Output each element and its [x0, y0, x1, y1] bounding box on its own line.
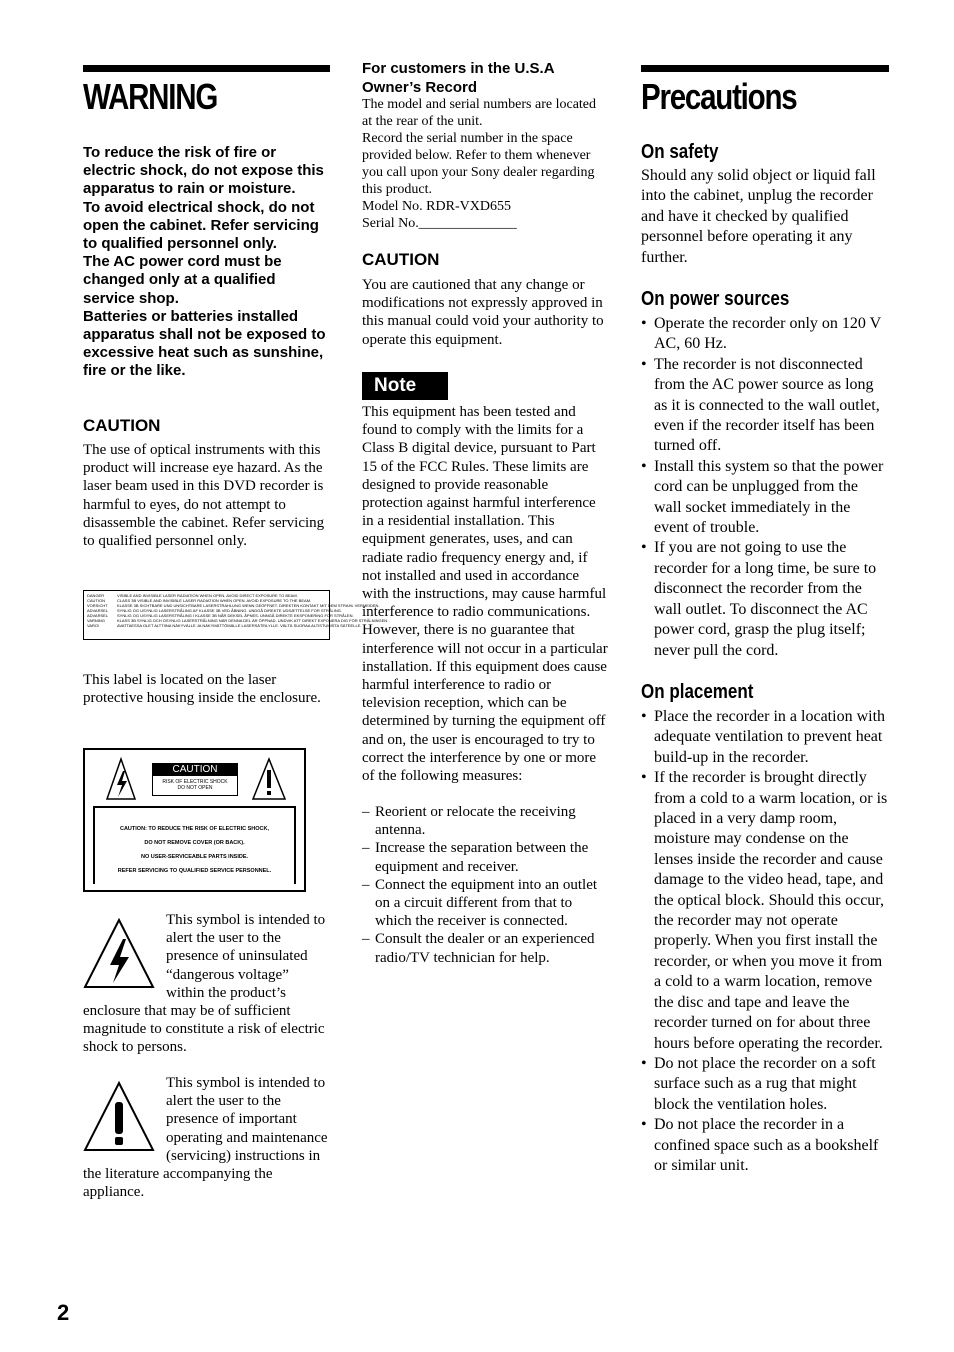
placement-list — [641, 707, 889, 1176]
electric-shock-caution-box — [83, 748, 306, 892]
heading-rule — [641, 65, 889, 72]
usa-heading: For customers in the U.S.A — [362, 60, 555, 77]
record-text-1: The model and serial numbers are located at the rear of the unit. — [362, 97, 597, 129]
serial-number: Serial No.______________ — [362, 216, 517, 231]
caution-heading: CAUTION — [83, 416, 161, 435]
caution-box-line: DO NOT REMOVE COVER (OR BACK). — [144, 840, 245, 846]
laser-label-row: CAUTION CLASS 3B VISIBLE AND INVISIBLE LASER RADIATION WHEN OPEN. AVOID EXPOSURE TO THE BEAM. — [87, 598, 312, 603]
list-item: • Do not place the recorder on a soft surface such as a rug that might block the ventilation holes. — [641, 1054, 889, 1115]
list-item: – Consult the dealer or an experienced radio/TV technician for help. — [362, 930, 608, 966]
fcc-caution-heading: CAUTION — [362, 250, 440, 269]
list-item: • Do not place the recorder in a confined space such as a bookshelf or similar unit. — [641, 1115, 889, 1176]
exclamation-symbol-text: This symbol is intended to alert the user to the presence of important operating and maintenance (servicing) instructions in the literature accompanying the appliance. — [83, 1075, 328, 1201]
lightning-symbol-explanation — [83, 911, 330, 1057]
precautions-heading: Precautions — [641, 76, 797, 117]
list-item: • Operate the recorder only on 120 V AC, 60 Hz. — [641, 314, 889, 355]
warning-heading: WARNING — [83, 76, 218, 117]
exclamation-triangle-icon — [83, 1080, 155, 1152]
heading-rule — [83, 65, 330, 72]
exclamation-symbol-explanation — [83, 1074, 330, 1201]
list-item: • If you are not going to use the recorder for a long time, be sure to disconnect the recorder from the wall outlet. To disconnect the AC power cord, grasp the plug itself; never pull the cord. — [641, 538, 889, 660]
list-item: • The recorder is not disconnected from the AC power source as long as it is connected to the wall outlet, even if the recorder itself has been turned off. — [641, 355, 889, 457]
owners-record-heading — [362, 60, 608, 97]
owners-record-body — [362, 96, 608, 232]
warning-bold-text — [83, 144, 330, 381]
laser-label-row: VARO! AVATTAESSA OLET ALTTIINA NÄKYVÄLLE JA NÄKYMÄTTÖMÄLLE LASERSÄTEILYLLE. VÄLTÄ SUORAA ALTISTUMISTA SÄTEELLE. — [87, 623, 362, 628]
laser-label-row: DANGER VISIBLE AND INVISIBLE LASER RADIATION WHEN OPEN. AVOID DIRECT EXPOSURE TO BEAM. — [87, 593, 298, 598]
lightning-symbol-text: This symbol is intended to alert the user to the presence of uninsulated “dangerous voltage” within the product’s enclosure that may be of sufficient magnitude to constitute a risk of electric shock to persons. — [83, 912, 326, 1056]
label-location-text: This label is located on the laser protective housing inside the enclosure. — [83, 672, 321, 707]
laser-label-row: ADVARSEL SYNLIG OG USYNLIG LASERSTRÅLING AF KLASSE 3B VED ÅBNING. UNDGÅ DIREKTE UDSÆTTELSE FOR STRÅLING. — [87, 608, 342, 613]
note-badge: Note — [362, 372, 448, 400]
model-number: Model No. RDR-VXD655 — [362, 199, 511, 214]
warning-paragraph-4: Batteries or batteries installed apparatus shall not be exposed to excessive heat such as sunshine, fire or the like. — [83, 307, 326, 380]
page-number: 2 — [57, 1300, 70, 1325]
power-sources-heading: On power sources — [641, 288, 790, 310]
caution-box-lines — [85, 822, 304, 878]
laser-label-row: VORSICHT KLASSE 3B SICHTBARE UND UNSICHTBARE LASERSTRAHLUNG WENN GEÖFFNET. DIREKTEN KONTAKT MIT DEM STRAHL VERMEIDEN. — [87, 603, 380, 608]
safety-heading: On safety — [641, 141, 719, 163]
list-item: – Reorient or relocate the receiving antenna. — [362, 803, 608, 839]
power-sources-list — [641, 314, 889, 661]
laser-label-row: ADVARSEL SYNLIG OG USYNLIG LASERSTRÅLING I KLASSE 3B NÅR DEKSEL ÅPNES. UNNGÅ DIREKTE EKSPONERING FOR STRÅLEN. — [87, 613, 354, 618]
caution-box-line: REFER SERVICING TO QUALIFIED SERVICE PERSONNEL. — [117, 868, 272, 874]
list-item: – Increase the separation between the equipment and receiver. — [362, 839, 608, 875]
fcc-caution-text: You are cautioned that any change or modifications not expressly approved in this manual could void your authority to operate this equipment. — [362, 277, 604, 348]
caution-box-title: CAUTION — [153, 764, 237, 776]
warning-paragraph-3: The AC power cord must be changed only at a qualified service shop. — [83, 253, 282, 307]
caution-box-header — [152, 763, 238, 796]
caution-box-subtitle-1: RISK OF ELECTRIC SHOCK — [162, 779, 228, 785]
exclamation-warning-icon — [251, 757, 287, 801]
list-item: • If the recorder is brought directly from a cold to a warm location, or is placed in a very damp room, moisture may condense on the lenses inside the recorder and cause damage to the video head, tape, and the optical block. Should this occur, the recorder may not operate properly. When you first install the recorder, or when you move it from a cold to a warm location, remove the disc and tape and leave the recorder turned on for about three hours before operating the recorder. — [641, 768, 889, 1054]
note-text: This equipment has been tested and found to comply with the limits for a Class B digital device, pursuant to Part 15 of the FCC Rules. These limits are designed to provide reasonable protection against harmful interference in a residential installation. This equipment generates, uses, and can radiate radio frequency energy and, if not installed and used in accordance with the instructions, may cause harmful interference to radio communications. However, there is no guarantee that interference will not occur in a particular installation. If this equipment does cause harmful interference to radio or television reception, which can be determined by turning the equipment off and on, the user is encouraged to try to correct the interference by one or more of the following measures: — [362, 404, 608, 785]
caution-text: The use of optical instruments with this product will increase eye hazard. As the laser beam used in this DVD recorder is harmful to eyes, do not attempt to disassemble the cabinet. Refer servicing to qualified personnel only. — [83, 442, 325, 550]
list-item: • Install this system so that the power cord can be unplugged from the wall socket immediately in the event of trouble. — [641, 457, 889, 539]
lightning-triangle-icon — [83, 917, 155, 989]
record-text-2: Record the serial number in the space provided below. Refer to them whenever you call upon your Sony dealer regarding this product. — [362, 131, 595, 197]
caution-box-line: CAUTION: TO REDUCE THE RISK OF ELECTRIC SHOCK, — [119, 826, 269, 832]
laser-warning-label — [83, 590, 389, 640]
list-item: • Place the recorder in a location with adequate ventilation to prevent heat build-up in the recorder. — [641, 707, 889, 768]
safety-text: Should any solid object or liquid fall into the cabinet, unplug the recorder and have it checked by qualified personnel before operating it any further. — [641, 167, 876, 266]
warning-paragraph-2: To avoid electrical shock, do not open the cabinet. Refer servicing to qualified personnel only. — [83, 198, 319, 253]
placement-heading: On placement — [641, 681, 754, 703]
warning-paragraph-1: To reduce the risk of fire or electric shock, do not expose this apparatus to rain or moisture. — [83, 144, 324, 198]
caution-box-line: NO USER-SERVICEABLE PARTS INSIDE. — [140, 854, 249, 860]
laser-label-row: VARNING KLASS 3B SYNLIG OCH OSYNLIG LASERSTRÅLNING NÄR DENNA DEL ÄR ÖPPNAD. UNDVIK ATT DIREKT EXPONERA DIG FÖR STRÅLNINGEN. — [87, 618, 389, 623]
lightning-warning-icon — [105, 757, 137, 801]
interference-measures-list — [362, 803, 608, 967]
owners-record-title: Owner’s Record — [362, 78, 478, 96]
list-item: – Connect the equipment into an outlet on a circuit different from that to which the receiver is connected. — [362, 876, 608, 931]
caution-box-subtitle-2: DO NOT OPEN — [177, 785, 213, 791]
